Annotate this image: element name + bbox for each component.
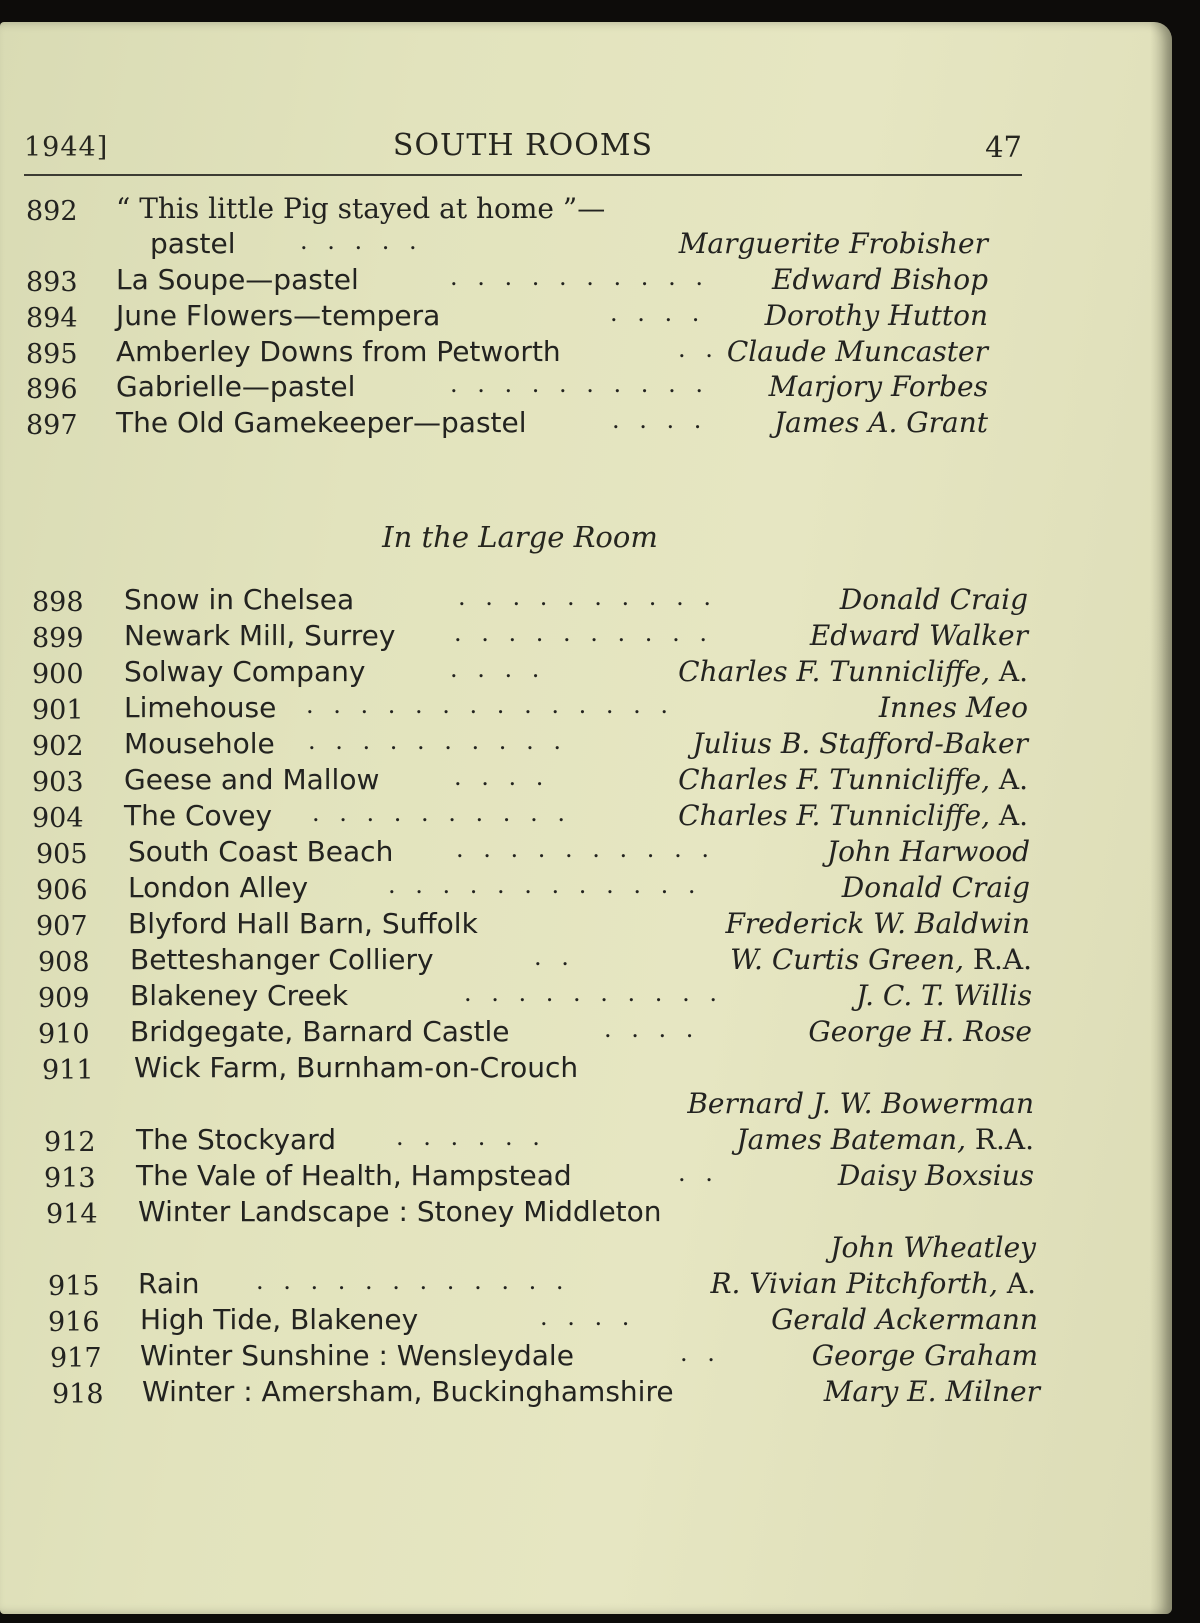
catalogue-entry (0, 1303, 1040, 1339)
catalogue-entry (0, 583, 1040, 619)
entry-title: Gabrielle—pastel (116, 370, 356, 403)
entry-title-continued: pastel (150, 227, 236, 260)
entry-number: 915 (48, 1271, 100, 1302)
entry-title: London Alley (128, 871, 309, 904)
entry-title: Betteshanger Colliery (130, 943, 434, 976)
entry-artist: Donald Craig (841, 871, 1030, 904)
leader-dots: . . . . . . . . . . (456, 835, 715, 863)
entry-number: 909 (38, 983, 90, 1014)
entry-number: 911 (42, 1055, 94, 1086)
entry-artist: John Wheatley (830, 1231, 1036, 1264)
catalogue-entry (0, 406, 1040, 442)
entry-number: 910 (38, 1019, 90, 1050)
entry-number: 897 (26, 410, 78, 441)
entry-title: “ This little Pig stayed at home ”— (116, 192, 606, 225)
catalogue-entry (0, 1015, 1040, 1051)
leader-dots: . . . . . . (396, 1123, 546, 1151)
leader-dots: . . . . . (300, 227, 423, 255)
entry-number: 916 (48, 1307, 100, 1338)
leader-dots: . . . . . . . . . . . . (388, 871, 702, 899)
catalogue-entry (0, 1195, 1040, 1231)
entry-title: South Coast Beach (128, 835, 394, 868)
catalogue-entry (0, 727, 1040, 763)
entry-artist: Charles F. Tunnicliffe, A. (678, 799, 1028, 832)
leader-dots: . . . . . . . . . . (450, 263, 709, 291)
entry-title: Geese and Mallow (124, 763, 380, 796)
entry-title: Blyford Hall Barn, Suffolk (128, 907, 478, 940)
entry-title: Wick Farm, Burnham-on-Crouch (134, 1051, 579, 1084)
entry-artist: Julius B. Stafford-Baker (692, 727, 1028, 760)
entry-title: Snow in Chelsea (124, 583, 355, 616)
leader-dots: . . (680, 1339, 721, 1367)
leader-dots: . . (678, 1159, 719, 1187)
entry-artist: R. Vivian Pitchforth, A. (710, 1267, 1036, 1300)
catalogue-entry (0, 619, 1040, 655)
entry-title: Mousehole (124, 727, 275, 760)
catalogue-entry (0, 1159, 1040, 1195)
leader-dots: . . . . . . . . . . (308, 727, 567, 755)
entry-artist: W. Curtis Green, R.A. (730, 943, 1032, 976)
entry-artist: Marguerite Frobisher (678, 227, 988, 260)
entry-artist: John Harwood (826, 835, 1030, 868)
catalogue-entry (0, 1339, 1040, 1375)
entry-number: 901 (32, 695, 84, 726)
entry-artist: James Bateman, R.A. (736, 1123, 1034, 1156)
entry-number: 892 (26, 196, 78, 227)
entry-number: 904 (32, 803, 84, 834)
catalogue-entry (0, 943, 1040, 979)
section-heading: In the Large Room (382, 520, 658, 554)
entry-artist: George Graham (811, 1339, 1038, 1372)
entry-title: Blakeney Creek (130, 979, 349, 1012)
entry-number: 918 (52, 1379, 104, 1410)
catalogue-entry (0, 691, 1040, 727)
catalogue-entry (0, 871, 1040, 907)
entry-number: 917 (50, 1343, 102, 1374)
entry-title: The Stockyard (136, 1123, 336, 1156)
entry-artist: Dorothy Hutton (764, 299, 988, 332)
entry-number: 902 (32, 731, 84, 762)
entry-artist: Charles F. Tunnicliffe, A. (678, 655, 1028, 688)
catalogue-entry (0, 299, 1040, 335)
entry-number: 895 (26, 339, 78, 370)
entry-artist: Daisy Boxsius (837, 1159, 1034, 1192)
leader-dots: . . . . (610, 299, 706, 327)
entry-number: 900 (32, 659, 84, 690)
entry-number: 914 (46, 1199, 98, 1230)
catalogue-entry (0, 1123, 1040, 1159)
entry-artist: J. C. T. Willis (856, 979, 1032, 1012)
entry-number: 908 (38, 947, 90, 978)
entry-title: Bridgegate, Barnard Castle (130, 1015, 510, 1048)
entry-number: 913 (44, 1163, 96, 1194)
leader-dots: . . . . (450, 655, 546, 683)
entry-artist: Mary E. Milner (823, 1375, 1040, 1408)
leader-dots: . . . . (540, 1303, 636, 1331)
entry-artist: Innes Meo (878, 691, 1028, 724)
catalogue-entry (0, 1375, 1040, 1411)
leader-dots: . . . . (454, 763, 550, 791)
leader-dots: . . . . . . . . . . . . (256, 1267, 570, 1295)
catalogue-entry (0, 799, 1040, 835)
entry-artist: Claude Muncaster (726, 335, 988, 368)
entry-artist: Bernard J. W. Bowerman (687, 1087, 1034, 1120)
entry-number: 907 (36, 911, 88, 942)
leader-dots: . . . . . . . . . . (458, 583, 717, 611)
catalogue-entry (0, 835, 1040, 871)
catalogue-entry (0, 979, 1040, 1015)
entry-title: Winter Sunshine : Wensleydale (140, 1339, 574, 1372)
entry-number: 906 (36, 875, 88, 906)
leader-dots: . . . . . . . . . . . . . . (306, 691, 674, 719)
catalogue-entry (0, 763, 1040, 799)
catalogue-entry (0, 192, 1040, 228)
entry-title: Solway Company (124, 655, 366, 688)
catalogue-entry-continued (0, 1087, 1040, 1123)
entry-title: The Old Gamekeeper—pastel (116, 406, 527, 439)
entry-number: 893 (26, 267, 78, 298)
catalogue-entry (0, 263, 1040, 299)
entry-title: Winter : Amersham, Buckinghamshire (142, 1375, 674, 1408)
entry-artist: George H. Rose (808, 1015, 1032, 1048)
entry-number: 905 (36, 839, 88, 870)
catalogue-entry (0, 1051, 1040, 1087)
entry-number: 896 (26, 374, 78, 405)
header-year: 1944] (24, 132, 109, 163)
entry-number: 898 (32, 587, 84, 618)
catalogue-entry-continued (0, 227, 1040, 263)
entry-artist: James A. Grant (773, 406, 988, 439)
entry-artist: Edward Bishop (772, 263, 988, 296)
entry-title: Newark Mill, Surrey (124, 619, 396, 652)
entry-artist: Frederick W. Baldwin (725, 907, 1030, 940)
entry-artist: Gerald Ackermann (771, 1303, 1038, 1336)
catalogue-entry (0, 655, 1040, 691)
leader-dots: . . . . . . . . . . (312, 799, 571, 827)
leader-dots: . . . . . . . . . . (464, 979, 723, 1007)
leader-dots: . . . . (612, 406, 708, 434)
catalogue-entry (0, 1267, 1040, 1303)
entry-title: High Tide, Blakeney (140, 1303, 419, 1336)
entry-title: The Covey (124, 799, 273, 832)
catalogue-entry (0, 370, 1040, 406)
entry-artist: Marjory Forbes (768, 370, 988, 403)
page-header (24, 118, 1022, 176)
catalogue-entry (0, 907, 1040, 943)
entry-number: 899 (32, 623, 84, 654)
leader-dots: . . (678, 335, 719, 363)
entry-artist: Charles F. Tunnicliffe, A. (678, 763, 1028, 796)
leader-dots: . . . . . . . . . . (454, 619, 713, 647)
entry-title: Rain (138, 1267, 200, 1300)
entry-title: June Flowers—tempera (116, 299, 441, 332)
entry-title: Amberley Downs from Petworth (116, 335, 561, 368)
catalogue-entry (0, 335, 1040, 371)
leader-dots: . . . . (604, 1015, 700, 1043)
catalogue-entry-continued (0, 1231, 1040, 1267)
entry-title: Winter Landscape : Stoney Middleton (138, 1195, 662, 1228)
leader-dots: . . (534, 943, 575, 971)
entry-artist: Edward Walker (809, 619, 1028, 652)
header-title: SOUTH ROOMS (392, 128, 654, 163)
entry-number: 912 (44, 1127, 96, 1158)
entry-title: La Soupe—pastel (116, 263, 359, 296)
entry-title: The Vale of Health, Hampstead (136, 1159, 572, 1192)
entry-title: Limehouse (124, 691, 277, 724)
page-edge-shadow (1150, 22, 1172, 1614)
entry-number: 894 (26, 303, 78, 334)
page-number: 47 (985, 130, 1022, 164)
leader-dots: . . . . . . . . . . (450, 370, 709, 398)
entry-artist: Donald Craig (839, 583, 1028, 616)
entry-number: 903 (32, 767, 84, 798)
